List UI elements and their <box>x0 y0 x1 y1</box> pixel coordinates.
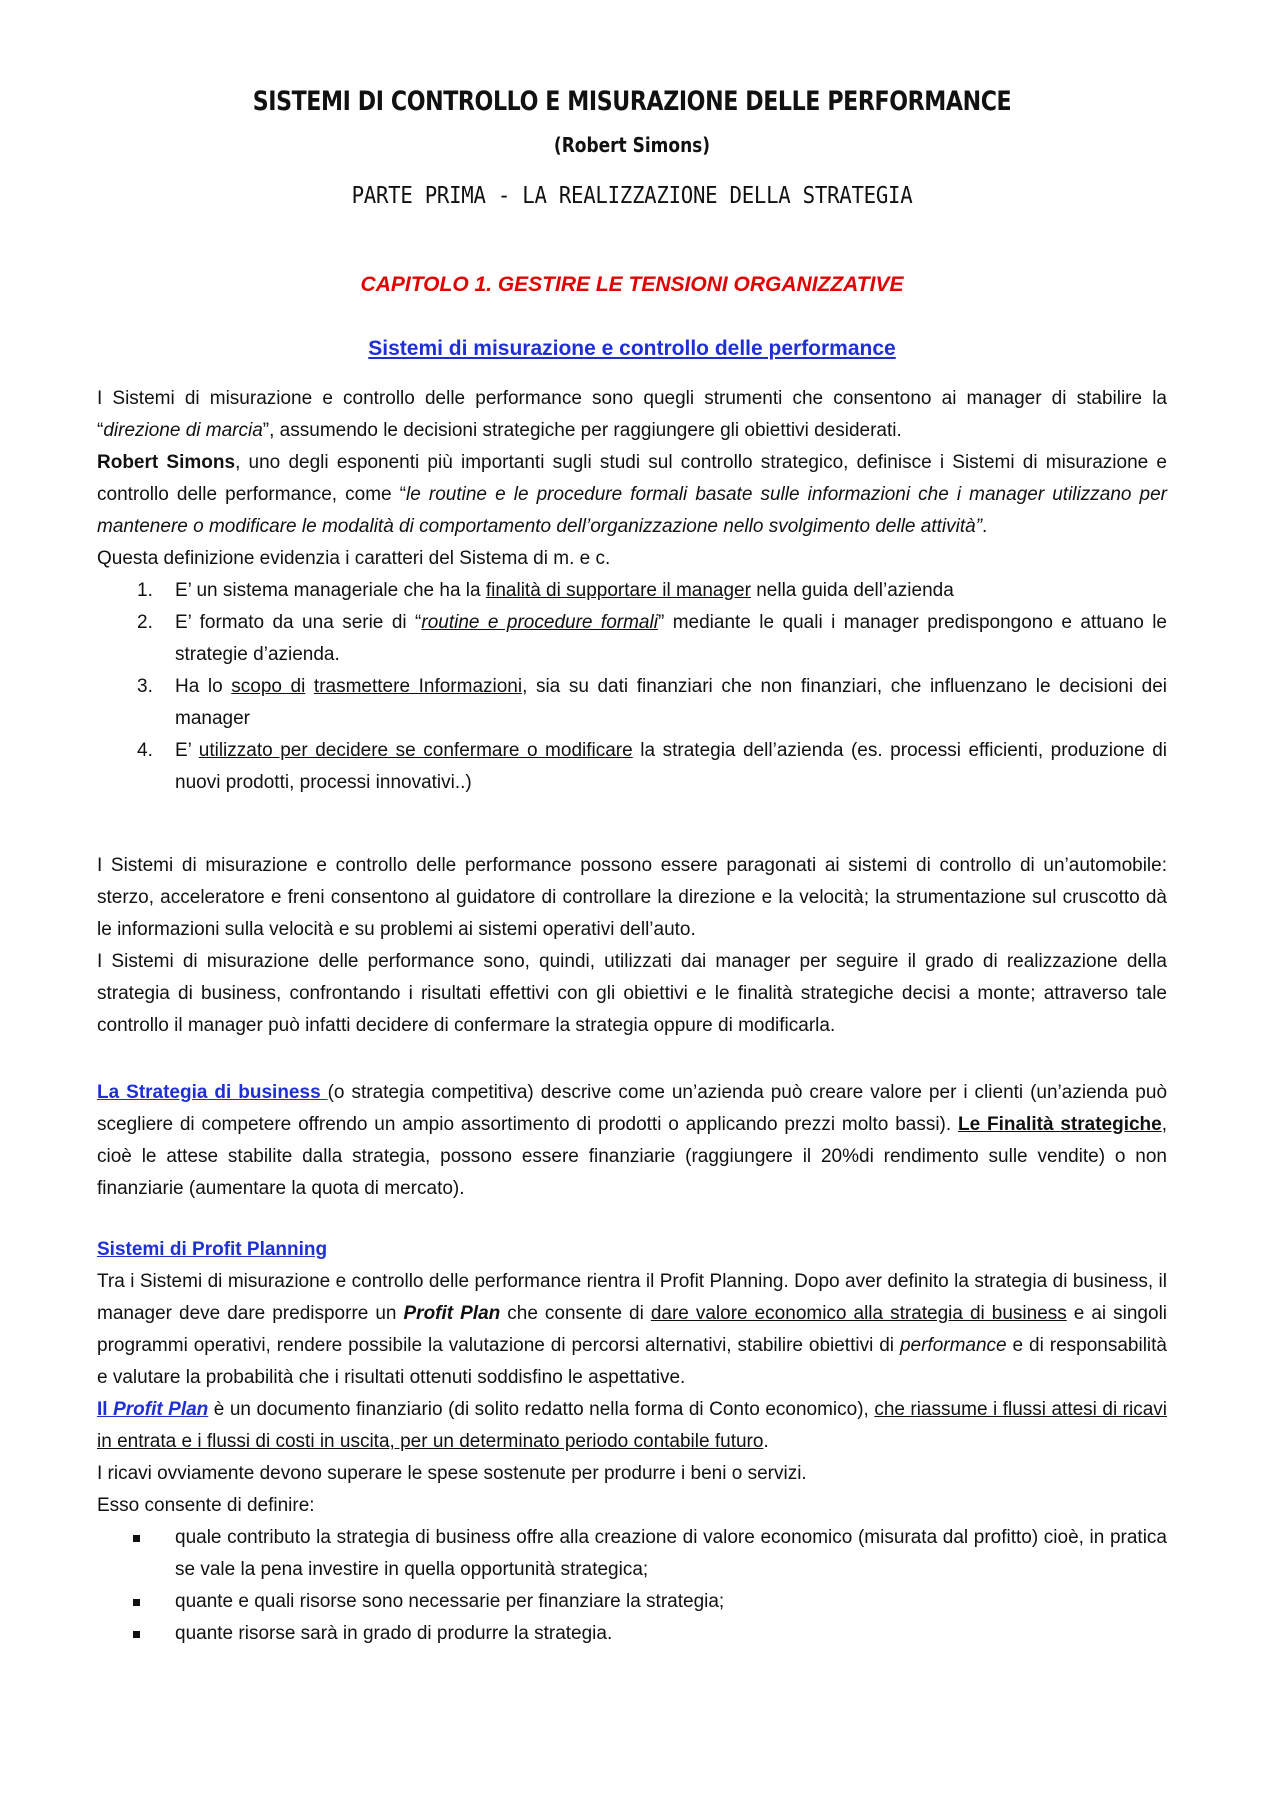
text-run-italic: le routine e le procedure formali basate sulle informazioni che i manager utilizzano per mantenere o modificare le modalità di comportamento dell’organizzazione nello svolgimento delle attività” <box>97 484 1167 537</box>
link-profit-planning[interactable]: Sistemi di Profit Planning <box>97 1239 328 1260</box>
text-run: E’ un sistema manageriale che ha la <box>175 580 486 601</box>
part-heading: PARTE PRIMA - LA REALIZZAZIONE DELLA STRATEGIA <box>351 183 913 209</box>
text-run: nella guida dell’azienda <box>750 580 954 601</box>
text-run: quante risorse sarà in grado di produrre la strategia. <box>175 1623 613 1644</box>
text-run: . <box>763 1431 769 1452</box>
square-bullet-icon <box>133 1599 140 1606</box>
text-run-bold: Robert Simons <box>97 452 236 473</box>
text-run: ” mediante le quali i manager predispongono e attuano le strategie d’azienda. <box>175 612 1167 665</box>
numbered-list <box>97 575 1167 799</box>
document-title: SISTEMI DI CONTROLLO E MISURAZIONE DELLE PERFORMANCE <box>252 86 1012 117</box>
list-item <box>97 735 1167 799</box>
paragraph-characteristics: Questa definizione evidenzia i caratteri del Sistema di m. e c. <box>97 548 611 569</box>
text-run-underlined: finalità di supportare il manager <box>485 580 751 601</box>
paragraph-revenues: I ricavi ovviamente devono superare le spese sostenute per produrre i beni o servizi. <box>97 1463 807 1484</box>
body-block-4 <box>97 1234 1167 1650</box>
paragraph-automobile: I Sistemi di misurazione e controllo delle performance possono essere paragonati ai sistemi di controllo di un’automobile: sterzo, acceleratore e freni consentono al guidatore di controllare la direzione e la velocità; la strumentazione sul cruscotto dà le informazioni sulla velocità e su problemi ai sistemi operativi dell’auto. <box>97 855 1167 940</box>
text-run: e di responsabilità e valutare la probabilità che i risultati ottenuti soddisfino le aspettative. <box>97 1335 1167 1388</box>
list-item <box>97 1618 1167 1650</box>
body-block-1 <box>97 383 1167 799</box>
text-run: che consente di <box>500 1303 651 1324</box>
link-profit-plan[interactable]: Profit Plan <box>113 1399 209 1420</box>
paragraph-definition <box>97 447 1167 543</box>
list-item <box>97 607 1167 671</box>
text-run-underlined: scopo di <box>231 676 306 697</box>
section-heading: Sistemi di misurazione e controllo delle performance <box>368 337 896 360</box>
text-run: è un documento finanziario (di solito redatto nella forma di Conto economico), <box>208 1399 875 1420</box>
text-run: E’ <box>175 740 199 761</box>
paragraph-profit-planning <box>97 1266 1167 1394</box>
text-run: Tra i Sistemi di misurazione e controllo delle performance rientra il Profit Planning. Dopo aver definito la strategia di business, il manager deve dare predisporre un <box>97 1271 1167 1324</box>
text-run-italic: direzione di marcia <box>103 420 263 441</box>
text-run: Ha lo <box>175 676 232 697</box>
list-item <box>97 1522 1167 1586</box>
text-run-underlined: routine e procedure formali <box>421 612 658 633</box>
list-number: 1. <box>137 580 153 601</box>
text-run-bold-underlined: Le Finalità strategiche <box>958 1114 1162 1135</box>
text-run-underlined: dare valore economico alla strategia di business <box>650 1303 1067 1324</box>
link-il[interactable]: Il <box>97 1399 114 1420</box>
list-number: 3. <box>137 676 153 697</box>
text-run: I Sistemi di misurazione e controllo delle performance sono quegli strumenti che consentono ai manager di stabilire la “ <box>97 388 1167 441</box>
paragraph-usage: I Sistemi di misurazione delle performance sono, quindi, utilizzati dai manager per seguire il grado di realizzazione della strategia di business, confrontando i risultati effettivi con gli obiettivi e le finalità strategiche decisi a monte; attraverso tale controllo il manager può infatti decidere di confermare la strategia oppure di modificarla. <box>97 951 1167 1036</box>
paragraph-profit-plan <box>97 1394 1167 1458</box>
chapter-heading: CAPITOLO 1. GESTIRE LE TENSIONI ORGANIZZATIVE <box>360 273 904 296</box>
list-item <box>97 1586 1167 1618</box>
text-run: (o strategia competitiva) descrive come un’azienda può creare valore per i clienti (un’azienda può scegliere di competere offrendo un ampio assortimento di prodotti o applicando prezzi molto bassi). <box>97 1082 1168 1135</box>
text-run: quante e quali risorse sono necessarie per finanziare la strategia; <box>175 1591 725 1612</box>
bullet-list <box>97 1522 1167 1650</box>
text-run <box>305 676 314 697</box>
text-run: E’ formato da una serie di “ <box>175 612 422 633</box>
text-run-underlined: trasmettere Informazioni <box>313 676 523 697</box>
text-run: . <box>982 516 988 537</box>
list-item <box>97 575 1167 607</box>
text-run: quale contributo la strategia di business offre alla creazione di valore economico (misurata dal profitto) cioè, in pratica se vale la pena investire in quella opportunità strategica; <box>175 1527 1167 1580</box>
author-line: (Robert Simons) <box>553 133 711 157</box>
text-run-underlined: utilizzato per decidere se confermare o modificare <box>198 740 633 761</box>
square-bullet-icon <box>133 1535 140 1542</box>
list-number: 4. <box>137 740 153 761</box>
text-run-italic: performance <box>899 1335 1007 1356</box>
paragraph-intro <box>97 383 1167 447</box>
paragraph-defines: Esso consente di definire: <box>97 1495 315 1516</box>
section-heading-profit-planning <box>97 1234 1167 1266</box>
body-block-3 <box>97 1077 1167 1205</box>
text-run: , cioè le attese stabilite dalla strategia, possono essere finanziarie (raggiungere il 20%di rendimento sulle vendite) o non finanziarie (aumentare la quota di mercato). <box>97 1114 1167 1199</box>
list-item <box>97 671 1167 735</box>
text-run: , uno degli esponenti più importanti sugli studi sul controllo strategico, definisce i Sistemi di misurazione e controllo delle performance, come “ <box>97 452 1168 505</box>
text-run: ”, assumendo le decisioni strategiche per raggiungere gli obiettivi desiderati. <box>262 420 902 441</box>
text-run-underlined: che riassume i flussi attesi di ricavi in entrata e i flussi di costi in uscita, per un determinato periodo contabile futuro <box>97 1399 1168 1452</box>
link-strategia-di-business[interactable]: La Strategia di business <box>97 1082 328 1103</box>
text-run: , sia su dati finanziari che non finanziari, che influenzano le decisioni dei manager <box>175 676 1167 729</box>
text-run: e ai singoli programmi operativi, rendere possibile la valutazione di percorsi alternativi, stabilire obiettivi di <box>97 1303 1168 1356</box>
list-number: 2. <box>137 612 153 633</box>
text-run: la strategia dell’azienda (es. processi efficienti, produzione di nuovi prodotti, processi innovativi..) <box>175 740 1168 793</box>
square-bullet-icon <box>133 1631 140 1638</box>
paragraph-strategy <box>97 1077 1167 1205</box>
text-run-bold-italic: Profit Plan <box>403 1303 501 1324</box>
body-block-2 <box>97 850 1167 1042</box>
